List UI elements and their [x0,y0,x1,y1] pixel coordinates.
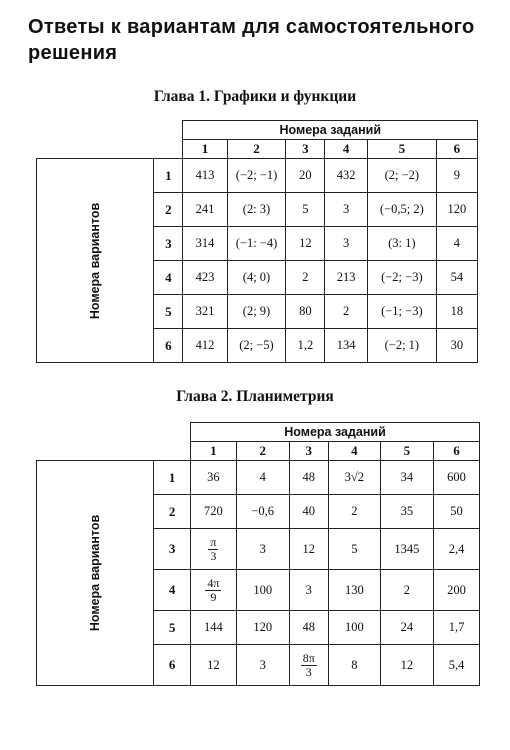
variant-number: 6 [154,645,191,686]
task-number-3: 3 [289,442,328,461]
answer-cell: 413 [183,159,227,193]
task-number-6: 6 [436,140,477,159]
answer-cell: 130 [328,570,380,611]
answer-cell: 100 [236,570,289,611]
variant-number: 1 [154,461,191,495]
answer-cell: 24 [380,611,433,645]
answer-cell: 2 [286,261,325,295]
variant-number: 6 [154,329,183,363]
answer-cell: 134 [325,329,368,363]
task-numbers-header: Номера заданий [183,121,478,140]
answer-cell: 5,4 [434,645,480,686]
answer-cell: (−2; 1) [368,329,437,363]
answer-cell: 720 [191,495,237,529]
answer-cell: 12 [380,645,433,686]
empty-corner [37,442,191,461]
answer-cell: 35 [380,495,433,529]
task-number-2: 2 [227,140,286,159]
answer-cell [289,645,328,686]
answer-cell: 54 [436,261,477,295]
answer-cell: 4 [436,227,477,261]
answer-cell: 412 [183,329,227,363]
answer-cell: 600 [434,461,480,495]
task-number-4: 4 [328,442,380,461]
answer-cell: 48 [289,611,328,645]
answer-cell: (4; 0) [227,261,286,295]
answer-cell: 5 [328,529,380,570]
empty-corner [37,121,183,140]
variants-header [37,461,154,686]
answer-cell: 423 [183,261,227,295]
answer-cell: (−1; −3) [368,295,437,329]
answer-cell: 9 [436,159,477,193]
answer-cell: 4 [236,461,289,495]
fraction-denominator: 3 [210,548,217,563]
empty-corner [37,140,183,159]
answer-cell: 120 [436,193,477,227]
answer-cell: (2: 3) [227,193,286,227]
answer-cell: 321 [183,295,227,329]
task-number-1: 1 [191,442,237,461]
variant-number: 4 [154,261,183,295]
group-header-row [37,121,478,140]
answer-cell: 2 [325,295,368,329]
page-title: Ответы к вариантам для самостоятельного решения [28,16,475,64]
chapter1-answers-table [36,120,478,363]
chapter1-title: Глава 1. Графики и функции [153,88,357,105]
answer-cell: 30 [436,329,477,363]
task-number-2: 2 [236,442,289,461]
group-header-row [37,423,480,442]
fraction-denominator: 3 [305,664,312,679]
answer-cell: 432 [325,159,368,193]
task-numbers-row [37,140,478,159]
answer-cell: 144 [191,611,237,645]
fraction [208,536,218,562]
chapter2-answers-table [36,422,480,686]
table-row [37,159,478,193]
answer-cell: 5 [286,193,325,227]
variants-header-label: Номера вариантов [88,514,103,632]
answer-cell: 36 [191,461,237,495]
answer-cell: 3 [236,645,289,686]
fraction-numerator: 8π [302,650,315,665]
answer-cell: 1345 [380,529,433,570]
variant-number: 2 [154,495,191,529]
variant-number: 5 [154,611,191,645]
answer-cell: 1,7 [434,611,480,645]
answer-cell: 1,2 [286,329,325,363]
variant-number: 5 [154,295,183,329]
answer-cell: 8 [328,645,380,686]
fraction [301,652,317,678]
task-number-3: 3 [286,140,325,159]
answer-cell: 12 [289,529,328,570]
answer-cell [191,529,237,570]
answer-cell: (−1: −4) [227,227,286,261]
fraction-denominator: 9 [210,589,217,604]
answer-cell: 40 [289,495,328,529]
variant-number: 3 [154,529,191,570]
answer-cell: (2; −5) [227,329,286,363]
answer-cell: 314 [183,227,227,261]
answer-cell: 18 [436,295,477,329]
answer-cell: 3 [325,227,368,261]
task-numbers-row [37,442,480,461]
answer-cell: 200 [434,570,480,611]
task-number-1: 1 [183,140,227,159]
variant-number: 4 [154,570,191,611]
answer-cell: 3 [236,529,289,570]
answer-cell: (−2; −1) [227,159,286,193]
answer-cell: 213 [325,261,368,295]
fraction-numerator: π [210,534,217,549]
variant-number: 2 [154,193,183,227]
answer-cell: (3: 1) [368,227,437,261]
variant-number: 1 [154,159,183,193]
answer-cell: 80 [286,295,325,329]
table-row [37,461,480,495]
fraction-numerator: 4π [207,575,220,590]
variants-header [37,159,154,363]
empty-corner [37,423,191,442]
answer-cell: 48 [289,461,328,495]
chapter2-title: Глава 2. Планиметрия [176,388,334,405]
task-number-4: 4 [325,140,368,159]
answer-cell: (2; 9) [227,295,286,329]
answer-cell: 2 [328,495,380,529]
answer-cell: 50 [434,495,480,529]
answer-cell: −0,6 [236,495,289,529]
answer-cell: 100 [328,611,380,645]
answer-cell: 3√2 [328,461,380,495]
answer-cell: 12 [191,645,237,686]
answer-cell: 2,4 [434,529,480,570]
variants-header-label: Номера вариантов [88,202,103,319]
answer-cell: 3 [325,193,368,227]
task-numbers-header: Номера заданий [191,423,480,442]
answer-cell: 120 [236,611,289,645]
answer-cell: 20 [286,159,325,193]
task-number-5: 5 [368,140,437,159]
answer-cell: (−2; −3) [368,261,437,295]
answer-cell: 34 [380,461,433,495]
answer-cell: (−0,5; 2) [368,193,437,227]
task-number-6: 6 [434,442,480,461]
answer-cell: 3 [289,570,328,611]
variant-number: 3 [154,227,183,261]
answer-cell: 12 [286,227,325,261]
answer-cell: (2; −2) [368,159,437,193]
task-number-5: 5 [380,442,433,461]
fraction [205,577,221,603]
answer-cell [191,570,237,611]
answer-cell: 241 [183,193,227,227]
answer-cell: 2 [380,570,433,611]
